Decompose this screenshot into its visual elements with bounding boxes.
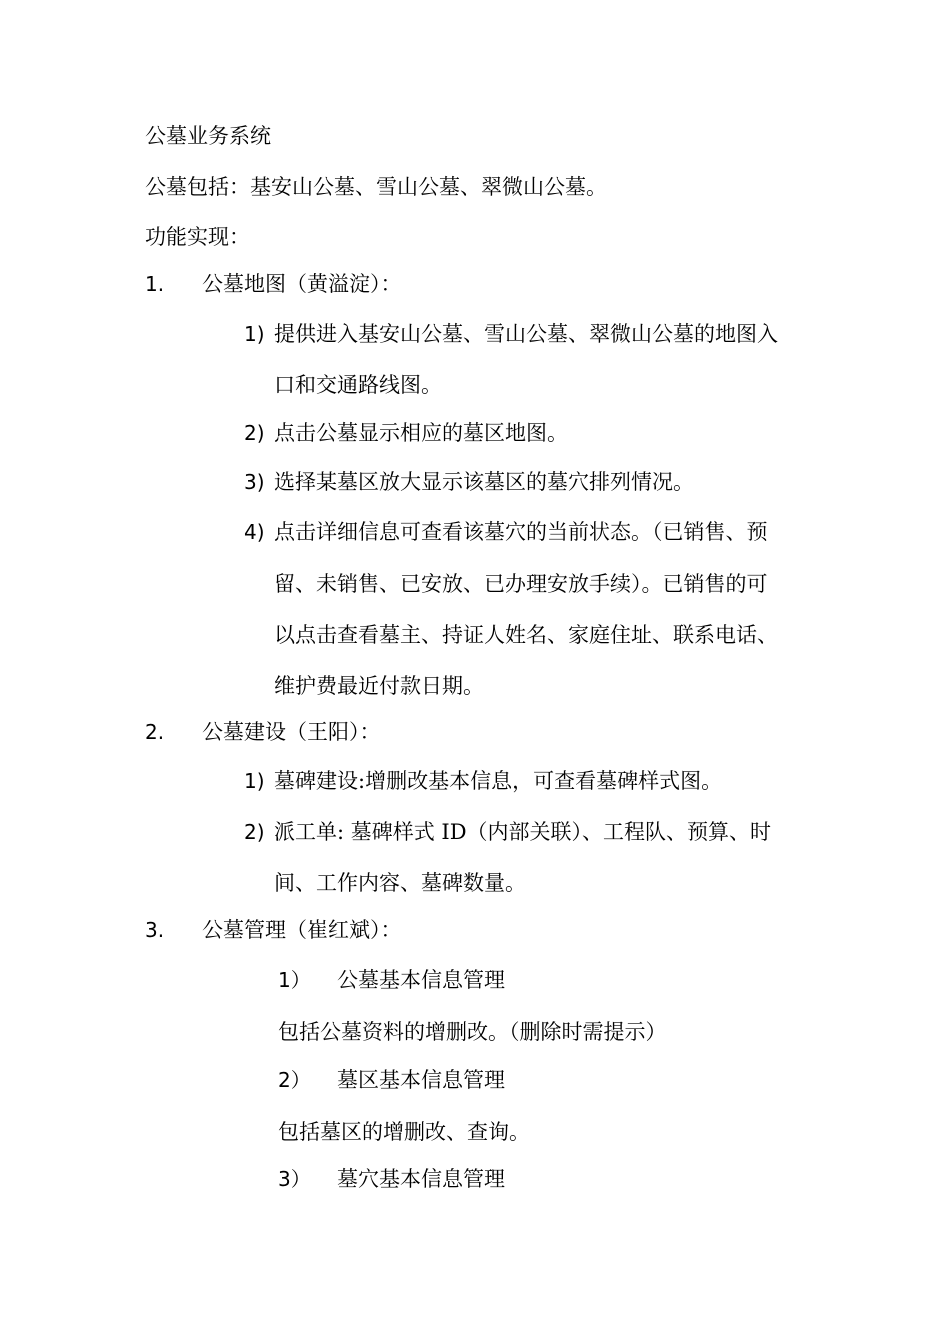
section-3-item-2-desc: 包括墓区的增删改、查询。 <box>278 1120 530 1144</box>
functions-heading: 功能实现： <box>145 225 250 249</box>
section-2-number: 2. <box>145 720 165 744</box>
section-3-item-2-number: 2） <box>278 1068 311 1092</box>
section-2-item-1-number: 1) <box>244 769 265 793</box>
section-1-item-4-line-2: 留、未销售、已安放、已办理安放手续）。已销售的可 <box>274 572 768 596</box>
section-3-heading: 公墓管理（崔红斌）： <box>202 918 402 942</box>
section-1-number: 1. <box>145 272 165 296</box>
section-3-item-3-number: 3） <box>278 1167 311 1191</box>
section-1-heading: 公墓地图（黄溢淀）： <box>202 272 402 296</box>
section-1-item-2-number: 2) <box>244 421 265 445</box>
section-3-item-1-desc: 包括公墓资料的增删改。（删除时需提示） <box>278 1020 667 1044</box>
section-1-item-2-line-1: 点击公墓显示相应的墓区地图。 <box>274 421 568 445</box>
section-3-item-1-number: 1） <box>278 968 311 992</box>
section-1-item-1-line-1: 提供进入基安山公墓、雪山公墓、翠微山公墓的地图入 <box>274 322 778 346</box>
doc-title: 公墓业务系统 <box>145 124 271 148</box>
section-3-item-3-label: 墓穴基本信息管理 <box>337 1167 505 1191</box>
section-1-item-4-line-4: 维护费最近付款日期。 <box>274 674 484 698</box>
section-2-item-1-line-1: 墓碑建设:增删改基本信息，可查看墓碑样式图。 <box>274 769 723 793</box>
section-1-item-1-line-2: 口和交通路线图。 <box>274 373 442 397</box>
section-1-item-1-number: 1) <box>244 322 265 346</box>
section-3-item-2-label: 墓区基本信息管理 <box>337 1068 505 1092</box>
section-2-item-2-number: 2) <box>244 820 265 844</box>
section-1-item-4-line-3: 以点击查看墓主、持证人姓名、家庭住址、联系电话、 <box>274 623 778 647</box>
doc-intro: 公墓包括：基安山公墓、雪山公墓、翠微山公墓。 <box>145 175 607 199</box>
section-3-item-1-label: 公墓基本信息管理 <box>337 968 505 992</box>
section-1-item-4-line-1: 点击详细信息可查看该墓穴的当前状态。（已销售、预 <box>274 520 768 544</box>
section-2-heading: 公墓建设（王阳）： <box>202 720 381 744</box>
section-1-item-3-number: 3) <box>244 470 265 494</box>
section-3-number: 3. <box>145 918 165 942</box>
section-1-item-4-number: 4) <box>244 520 265 544</box>
section-2-item-2-line-2: 间、工作内容、墓碑数量。 <box>274 871 526 895</box>
section-2-item-2-line-1: 派工单: 墓碑样式 ID（内部关联）、工程队、预算、时 <box>274 820 772 844</box>
section-1-item-3-line-1: 选择某墓区放大显示该墓区的墓穴排列情况。 <box>274 470 694 494</box>
